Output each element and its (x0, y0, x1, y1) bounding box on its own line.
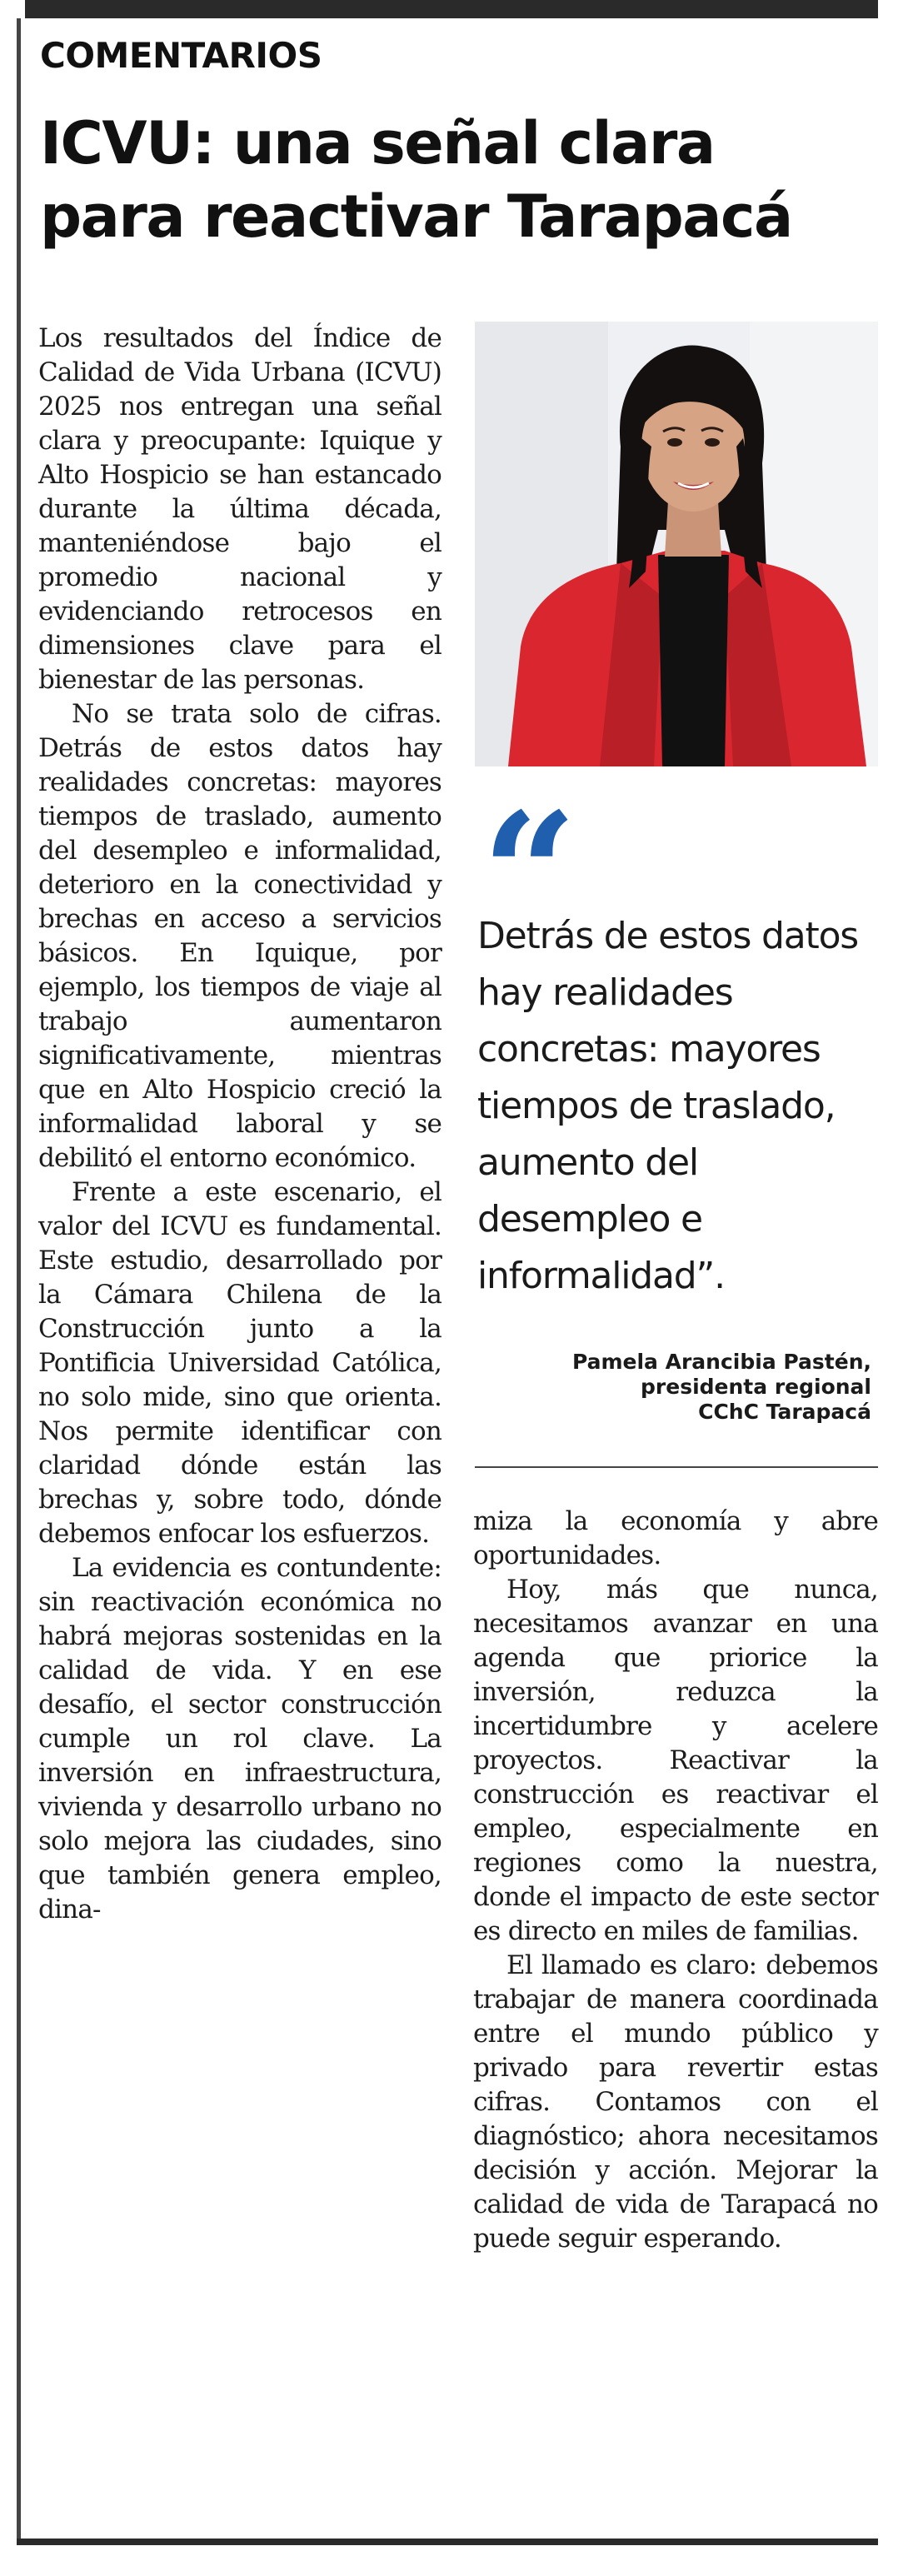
body-column-1 (38, 322, 442, 1927)
attribution-role: presidenta regional (641, 1375, 871, 1399)
attribution-name: Pamela Arancibia Pastén, (571, 1350, 871, 1374)
section-label: COMENTARIOS (40, 35, 322, 76)
pull-quote: Detrás de estos datos hay realidades concretas: mayores tiempos de traslado, aumento del desempleo e informalidad”. (477, 915, 859, 1297)
body-column-2 (473, 1505, 878, 2256)
top-rule (25, 0, 878, 18)
paragraph-1: Los resultados del Índice de Calidad de Vida Urbana (ICVU) 2025 nos entregan una señal clara y preocupante: Iquique y Alto Hospicio se han estancado durante la última década, manteniéndose bajo el promedio nacional y evidenciando retrocesos en dimensiones clave para el bienestar de las personas. (38, 323, 442, 695)
paragraph-2: No se trata solo de cifras. Detrás de estos datos hay realidades concretas: mayores tiempos de traslado, aumento del desempleo e informalidad, deterioro en la conectividad y brechas en acceso a servicios básicos. En Iquique, por ejemplo, los tiempos de viaje al trabajo aumentaron significativamente, mientras que en Alto Hospicio creció la informalidad laboral y se debilitó el entorno económico. (38, 699, 442, 1173)
paragraph-7: El llamado es claro: debemos trabajar de manera coordinada entre el mundo público y privado para revertir estas cifras. Contamos con el diagnóstico; ahora necesitamos decisión y acción. Mejorar la calidad de vida de Tarapacá no puede seguir esperando. (473, 1950, 878, 2254)
attribution-divider (475, 1466, 878, 1468)
left-column-rule (17, 18, 21, 2539)
paragraph-5: miza la economía y abre oportunidades. (473, 1506, 878, 1570)
bottom-rule (17, 2539, 878, 2545)
paragraph-3: Frente a este escenario, el valor del ICVU es fundamental. Este estudio, desarrollado por la Cámara Chilena de la Construcción junto a la Pontificia Universidad Católica, no solo mide, sino que orienta. Nos permite identificar con claridad dónde están las brechas y, sobre todo, dónde debemos enfocar los esfuerzos. (38, 1177, 442, 1549)
quote-mark-icon: “ (481, 776, 578, 972)
author-photo (475, 322, 878, 766)
paragraph-6: Hoy, más que nunca, necesitamos avanzar en una agenda que priorice la inversión, reduzca la incertidumbre y acelere proyectos. Reactivar la construcción es reactivar el empleo, especialmente en regiones como la nuestra, donde el impacto de este sector es directo en miles de familias. (473, 1575, 878, 1946)
paragraph-4: La evidencia es contundente: sin reactivación económica no habrá mejoras sostenidas en la calidad de vida. Y en ese desafío, el sector construcción cumple un rol clave. La inversión en infraestructura, vivienda y desarrollo urbano no solo mejora las ciudades, sino que también genera empleo, dina- (38, 1553, 442, 1925)
author-portrait-image (475, 322, 878, 766)
headline: ICVU: una señal clara para reactivar Tarapacá (40, 109, 792, 251)
quote-attribution (488, 1350, 871, 1425)
attribution-org: CChC Tarapacá (698, 1400, 871, 1424)
